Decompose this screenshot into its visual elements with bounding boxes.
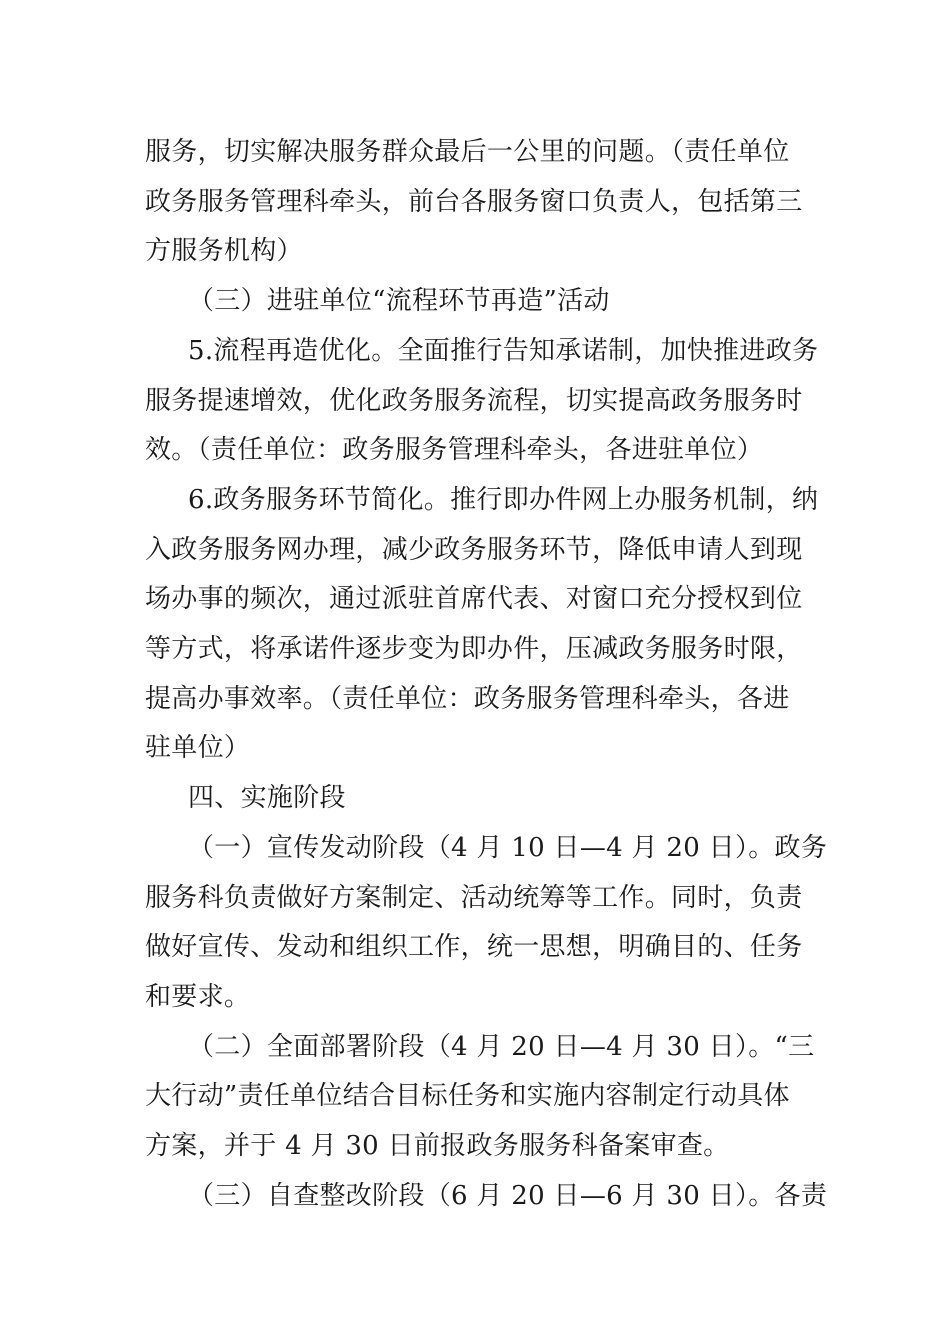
phase-1-line-1: （一）宣传发动阶段（4 月 10 日—4 月 20 日）。政务 bbox=[188, 833, 828, 863]
section-heading-4: 四、实施阶段 bbox=[188, 783, 346, 813]
phase-1-line-3: 做好宣传、发动和组织工作，统一思想，明确目的、任务 bbox=[145, 932, 803, 962]
text-line-3: 方服务机构） bbox=[145, 236, 303, 266]
item-5-line-2: 服务提速增效，优化政务服务流程，切实提高政务服务时 bbox=[145, 386, 803, 416]
phase-1-line-4: 和要求。 bbox=[145, 982, 251, 1012]
phase-2-line-3: 方案，并于 4 月 30 日前报政务服务科备案审查。 bbox=[145, 1131, 730, 1161]
item-6-line-5: 提高办事效率。（责任单位：政务服务管理科牵头，各进 bbox=[145, 684, 790, 714]
phase-2-line-1: （二）全面部署阶段（4 月 20 日—4 月 30 日）。“三 bbox=[188, 1032, 815, 1062]
section-heading-3: （三）进驻单位“流程环节再造”活动 bbox=[188, 286, 610, 316]
text-line-2: 政务服务管理科牵头，前台各服务窗口负责人，包括第三 bbox=[145, 187, 803, 217]
item-6-line-4: 等方式，将承诺件逐步变为即办件，压减政务服务时限， bbox=[145, 634, 803, 664]
item-6-line-6: 驻单位） bbox=[145, 733, 251, 763]
item-6-line-2: 入政务服务网办理，减少政务服务环节，降低申请人到现 bbox=[145, 535, 803, 565]
phase-2-line-2: 大行动”责任单位结合目标任务和实施内容制定行动具体 bbox=[145, 1081, 790, 1111]
item-6-line-3: 场办事的频次，通过派驻首席代表、对窗口充分授权到位 bbox=[145, 584, 803, 614]
text-line-1: 服务，切实解决服务群众最后一公里的问题。（责任单位 bbox=[145, 137, 790, 167]
phase-3-line-1: （三）自查整改阶段（6 月 20 日—6 月 30 日）。各责 bbox=[188, 1181, 828, 1211]
item-6-line-1: 6.政务服务环节简化。推行即办件网上办服务机制，纳 bbox=[188, 485, 819, 515]
item-5-line-3: 效。（责任单位：政务服务管理科牵头，各进驻单位） bbox=[145, 435, 764, 465]
phase-1-line-2: 服务科负责做好方案制定、活动统筹等工作。同时，负责 bbox=[145, 883, 803, 913]
item-5-line-1: 5.流程再造优化。全面推行告知承诺制，加快推进政务 bbox=[188, 336, 819, 366]
